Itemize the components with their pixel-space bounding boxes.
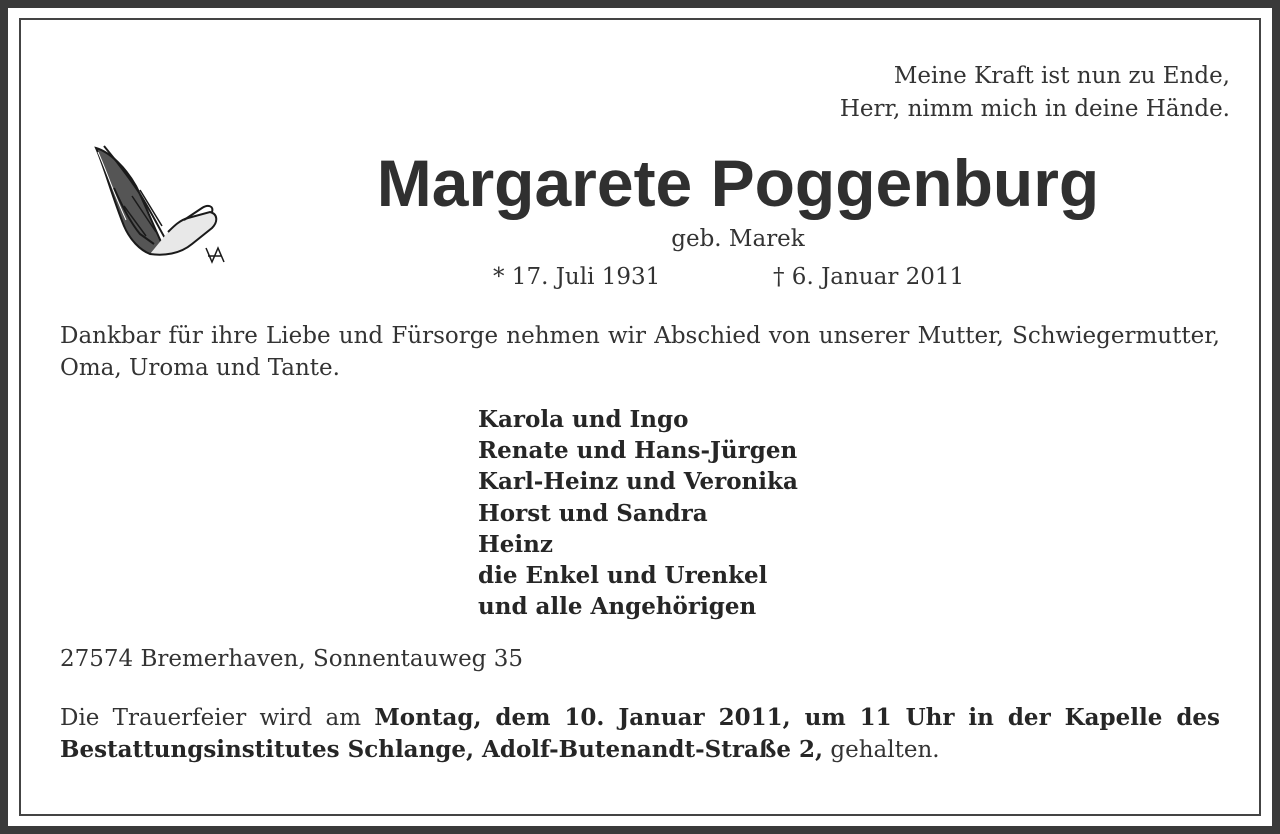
address: 27574 Bremerhaven, Sonnentauweg 35 [60, 646, 523, 672]
family-member: Karola und Ingo [478, 406, 689, 433]
service-text [60, 702, 1220, 766]
service-details: Montag, dem 10. Januar 2011, um 11 Uhr in der Kapelle des Bestattungsinstitutes Schlange, Adolf-Butenandt-Straße 2, [60, 704, 1220, 763]
family-member: Horst und Sandra [478, 499, 708, 527]
family-member: Karl-Heinz und Veronika [478, 468, 798, 496]
service-prefix: Die Trauerfeier wird am [60, 705, 375, 731]
maiden-name: geb. Marek [671, 226, 805, 252]
family-member: und alle Angehörigen [478, 593, 757, 621]
motto-line-2: Herr, nimm mich in deine Hände. [839, 96, 1230, 122]
intro-text: Dankbar für ihre Liebe und Fürsorge nehmen wir Abschied von unserer Mutter, Schwiegermutter, Oma, Uroma und Tante. [60, 323, 1220, 381]
birth-date: * 17. Juli 1931 [493, 264, 661, 290]
death-date: † 6. Januar 2011 [773, 264, 965, 290]
family-list [478, 404, 798, 622]
family-member: Heinz [478, 530, 553, 558]
motto-verse [840, 60, 1230, 126]
service-suffix: gehalten. [823, 737, 940, 763]
family-member: die Enkel und Urenkel [478, 562, 768, 590]
motto-line-1: Meine Kraft ist nun zu Ende, [893, 63, 1230, 89]
family-member: Renate und Hans-Jürgen [478, 437, 798, 465]
deceased-name: Margarete Poggenburg [376, 146, 1100, 220]
